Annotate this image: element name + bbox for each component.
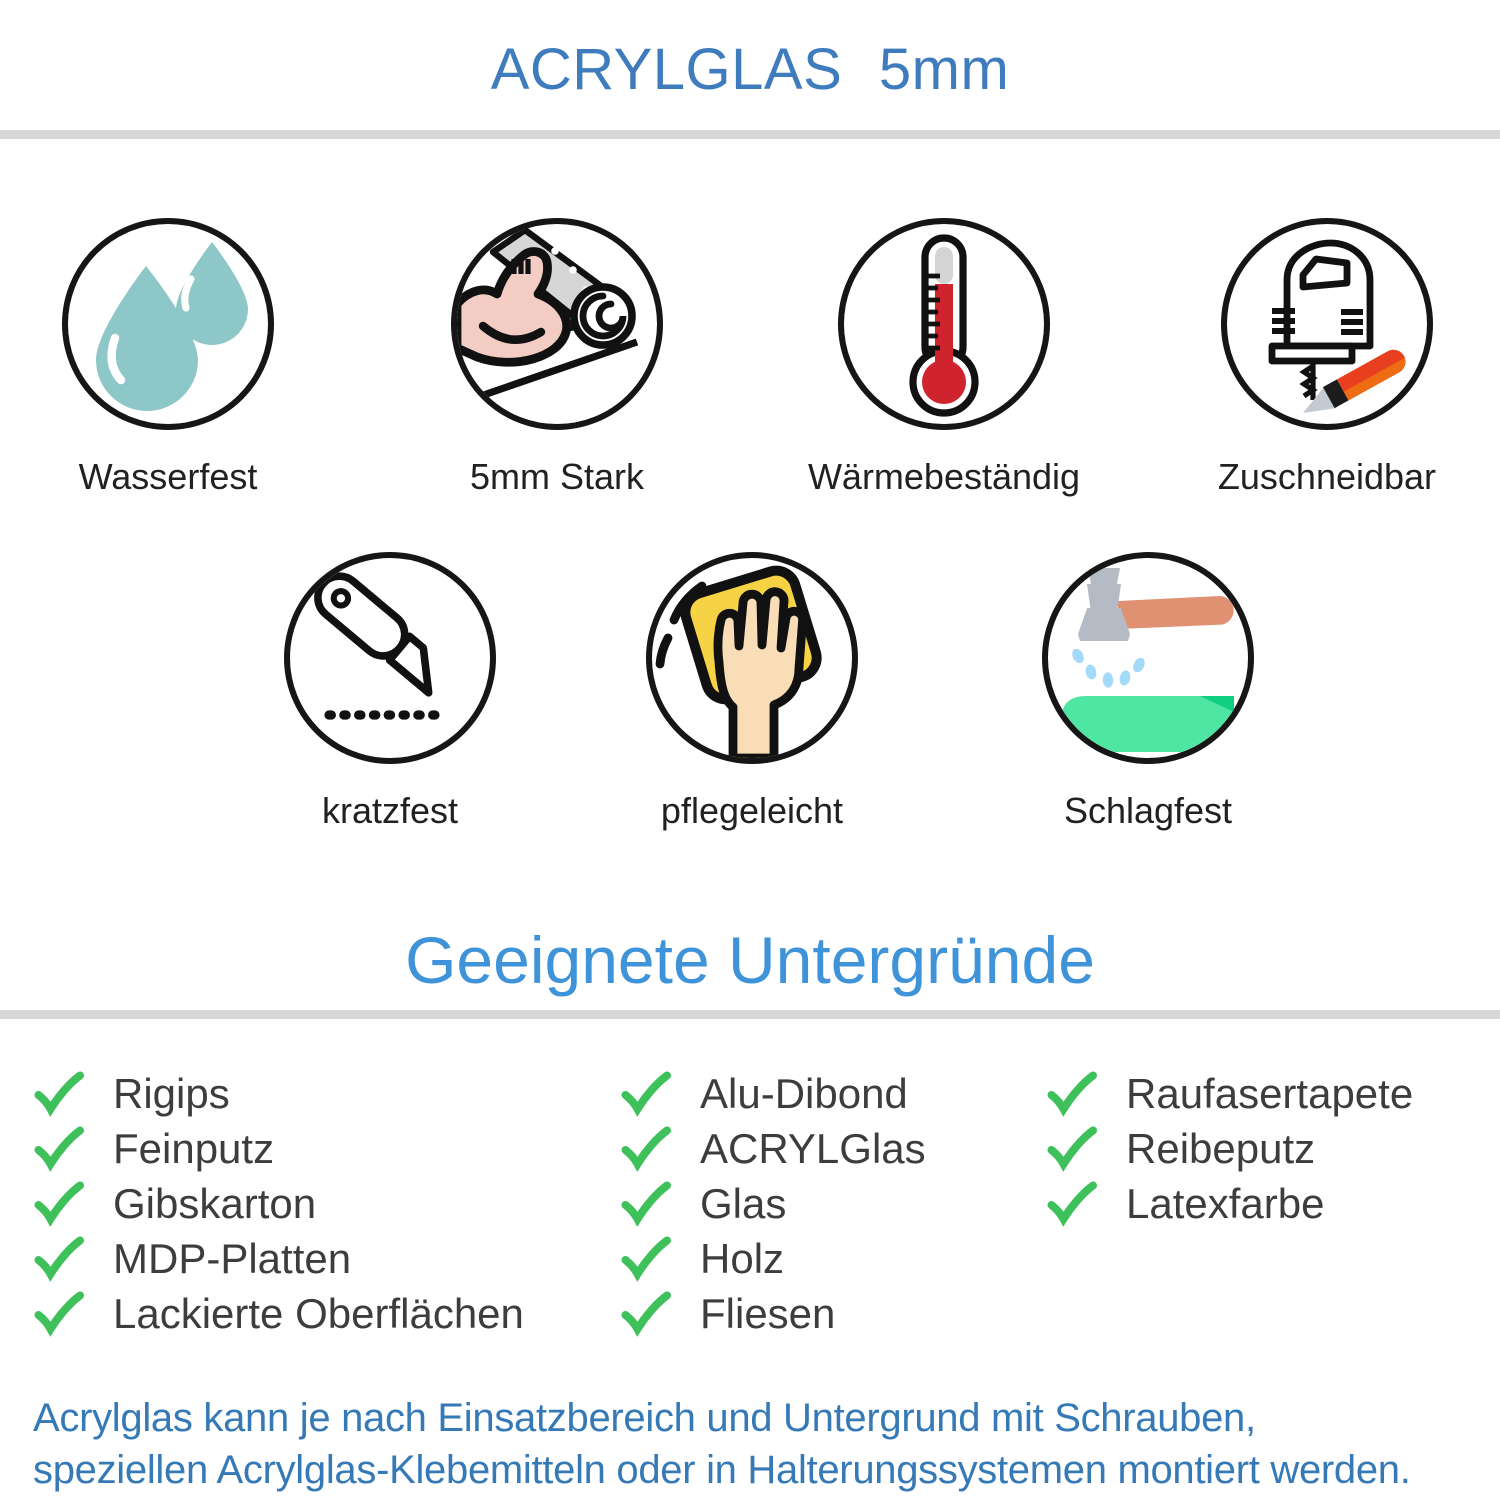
feature-waermebestaendig [807,218,1081,498]
feature-wasserfest [48,218,288,498]
surface-label: Gibskarton [113,1179,317,1227]
surface-item [620,1286,926,1341]
surface-label: ACRYLGlas [700,1124,926,1172]
surface-item [33,1176,524,1231]
thermometer-icon [838,218,1050,430]
checkmark-icon [620,1126,672,1172]
checkmark-icon [1046,1071,1098,1117]
surface-label: Raufasertapete [1126,1069,1414,1117]
surface-item [620,1176,926,1231]
feature-zuschneidbar [1207,218,1447,498]
muscle-arm-icon [451,218,663,430]
surfaces-column-1 [33,1066,524,1341]
feature-label: pflegeleicht [660,790,844,831]
surface-label: Reibeputz [1126,1124,1316,1172]
water-drops-icon [62,218,274,430]
page-title: ACRYLGLAS 5mm [490,37,1010,102]
mounting-note-line2: speziellen Acrylglas-Klebemitteln oder in Halterungssystemen montiert werden. [33,1448,1411,1492]
surfaces-heading: Geeignete Untergründe [405,923,1095,997]
feature-label: Schlagfest [1063,790,1233,831]
checkmark-icon [620,1291,672,1337]
surface-item [620,1231,926,1286]
feature-label: Wärmebeständig [807,456,1081,497]
checkmark-icon [620,1236,672,1282]
checkmark-icon [33,1126,85,1172]
feature-5mm-stark [437,218,677,498]
surface-item [33,1286,524,1341]
checkmark-icon [620,1181,672,1227]
hand-cloth-icon [646,552,858,764]
surfaces-column-2 [620,1066,926,1341]
surface-item [1046,1121,1413,1176]
feature-pflegeleicht [632,552,872,832]
checkmark-icon [33,1291,85,1337]
feature-kratzfest [270,552,510,832]
feature-schlagfest [1028,552,1268,832]
surface-label: Latexfarbe [1126,1179,1325,1227]
surface-label: Glas [700,1179,787,1227]
surface-item [33,1066,524,1121]
surface-label: Feinputz [113,1124,275,1172]
mounting-note [33,1392,1490,1496]
divider-bar [0,130,1500,139]
surface-item [1046,1066,1413,1121]
surface-item [33,1231,524,1286]
checkmark-icon [1046,1126,1098,1172]
surface-item [33,1121,524,1176]
feature-label: 5mm Stark [469,456,645,497]
surface-label: Fliesen [700,1289,836,1337]
surface-label: Holz [700,1234,785,1282]
surfaces-column-3 [1046,1066,1413,1231]
hammer-icon [1042,552,1254,764]
checkmark-icon [33,1071,85,1117]
surface-label: Rigips [113,1069,230,1117]
checkmark-icon [33,1181,85,1227]
feature-label: Zuschneidbar [1217,456,1437,497]
jigsaw-icon [1221,218,1433,430]
feature-label: Wasserfest [78,456,258,497]
surface-label: Lackierte Oberflächen [113,1289,524,1337]
surface-label: MDP-Platten [113,1234,352,1282]
divider-bar [0,1010,1500,1019]
surface-item [620,1066,926,1121]
surface-item [1046,1176,1413,1231]
feature-label: kratzfest [321,790,459,831]
checkmark-icon [1046,1181,1098,1227]
checkmark-icon [620,1071,672,1117]
surface-item [620,1121,926,1176]
utility-knife-icon [284,552,496,764]
surface-label: Alu-Dibond [700,1069,908,1117]
checkmark-icon [33,1236,85,1282]
mounting-note-line1: Acrylglas kann je nach Einsatzbereich und Untergrund mit Schrauben, [33,1396,1256,1440]
